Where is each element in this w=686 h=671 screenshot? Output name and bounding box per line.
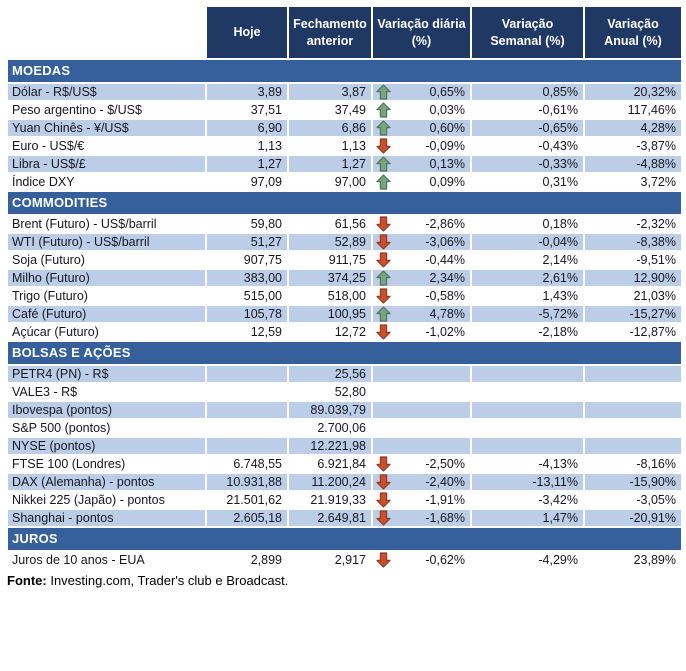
daily-change-value: 0,60% — [429, 121, 465, 135]
up-arrow-icon — [376, 306, 391, 322]
today-value: 515,00 — [206, 287, 288, 305]
table-row — [7, 437, 682, 455]
previous-close-value: 21.919,33 — [288, 491, 372, 509]
section-title: BOLSAS E AÇÕES — [7, 341, 682, 365]
weekly-change-value: -0,43% — [471, 137, 584, 155]
instrument-label: Açúcar (Futuro) — [7, 323, 206, 341]
weekly-change-value: -0,33% — [471, 155, 584, 173]
annual-change-value: -15,90% — [584, 473, 682, 491]
annual-change-value: -2,32% — [584, 215, 682, 233]
weekly-change-value: -0,61% — [471, 101, 584, 119]
source-line — [7, 573, 683, 588]
previous-close-value: 97,00 — [288, 173, 372, 191]
section-header-row — [7, 527, 682, 551]
instrument-label: FTSE 100 (Londres) — [7, 455, 206, 473]
previous-close-value: 52,80 — [288, 383, 372, 401]
table-row — [7, 269, 682, 287]
annual-change-value: -8,38% — [584, 233, 682, 251]
instrument-label: Brent (Futuro) - US$/barril — [7, 215, 206, 233]
table-row — [7, 383, 682, 401]
today-value: 21.501,62 — [206, 491, 288, 509]
today-value: 907,75 — [206, 251, 288, 269]
down-arrow-icon — [376, 252, 391, 268]
table-row — [7, 173, 682, 191]
previous-close-value: 1,13 — [288, 137, 372, 155]
down-arrow-icon — [376, 456, 391, 472]
instrument-label: VALE3 - R$ — [7, 383, 206, 401]
weekly-change-value: 1,43% — [471, 287, 584, 305]
today-value: 97,09 — [206, 173, 288, 191]
daily-change-cell — [372, 509, 471, 527]
daily-change-value: -1,91% — [425, 493, 465, 507]
previous-close-value: 12.221,98 — [288, 437, 372, 455]
previous-close-value: 3,87 — [288, 83, 372, 101]
table-row — [7, 323, 682, 341]
daily-change-cell — [372, 251, 471, 269]
annual-change-value: 4,28% — [584, 119, 682, 137]
weekly-change-value: 2,14% — [471, 251, 584, 269]
annual-change-value: 23,89% — [584, 551, 682, 569]
instrument-label: Índice DXY — [7, 173, 206, 191]
instrument-label: Yuan Chinês - ¥/US$ — [7, 119, 206, 137]
daily-change-value: 4,78% — [429, 307, 465, 321]
source-text: Investing.com, Trader's club e Broadcast. — [46, 573, 289, 588]
daily-change-value: -0,62% — [425, 553, 465, 567]
down-arrow-icon — [376, 234, 391, 250]
instrument-label: Libra - US$/£ — [7, 155, 206, 173]
daily-change-value: 0,65% — [429, 85, 465, 99]
daily-change-value: 0,03% — [429, 103, 465, 117]
down-arrow-icon — [376, 288, 391, 304]
section-title: COMMODITIES — [7, 191, 682, 215]
column-header-variacao-semanal: Variação Semanal (%) — [471, 6, 584, 59]
today-value: 12,59 — [206, 323, 288, 341]
today-value: 59,80 — [206, 215, 288, 233]
weekly-change-value: 0,85% — [471, 83, 584, 101]
table-row — [7, 101, 682, 119]
daily-change-value: -2,40% — [425, 475, 465, 489]
daily-change-cell — [372, 383, 471, 401]
previous-close-value: 2.700,06 — [288, 419, 372, 437]
daily-change-cell — [372, 287, 471, 305]
today-value: 383,00 — [206, 269, 288, 287]
column-header-hoje: Hoje — [206, 6, 288, 59]
annual-change-value — [584, 401, 682, 419]
column-header-variacao-anual: Variação Anual (%) — [584, 6, 682, 59]
previous-close-value: 100,95 — [288, 305, 372, 323]
daily-change-value: -2,50% — [425, 457, 465, 471]
daily-change-cell — [372, 155, 471, 173]
previous-close-value: 1,27 — [288, 155, 372, 173]
instrument-label: Café (Futuro) — [7, 305, 206, 323]
down-arrow-icon — [376, 216, 391, 232]
weekly-change-value: -3,42% — [471, 491, 584, 509]
instrument-label: S&P 500 (pontos) — [7, 419, 206, 437]
section-header-row — [7, 59, 682, 83]
today-value — [206, 365, 288, 383]
today-value — [206, 437, 288, 455]
up-arrow-icon — [376, 84, 391, 100]
table-row — [7, 305, 682, 323]
down-arrow-icon — [376, 138, 391, 154]
section-title: JUROS — [7, 527, 682, 551]
weekly-change-value: 1,47% — [471, 509, 584, 527]
daily-change-cell — [372, 551, 471, 569]
annual-change-value — [584, 437, 682, 455]
weekly-change-value: -2,18% — [471, 323, 584, 341]
instrument-label: Nikkei 225 (Japão) - pontos — [7, 491, 206, 509]
previous-close-value: 89.039,79 — [288, 401, 372, 419]
annual-change-value: -9,51% — [584, 251, 682, 269]
down-arrow-icon — [376, 474, 391, 490]
today-value: 1,13 — [206, 137, 288, 155]
daily-change-cell — [372, 83, 471, 101]
instrument-label: Dólar - R$/US$ — [7, 83, 206, 101]
daily-change-value: -1,02% — [425, 325, 465, 339]
daily-change-cell — [372, 101, 471, 119]
table-row — [7, 509, 682, 527]
table-row — [7, 455, 682, 473]
previous-close-value: 6.921,84 — [288, 455, 372, 473]
daily-change-cell — [372, 119, 471, 137]
table-row — [7, 137, 682, 155]
annual-change-value: 12,90% — [584, 269, 682, 287]
daily-change-cell — [372, 365, 471, 383]
annual-change-value: -12,87% — [584, 323, 682, 341]
daily-change-cell — [372, 173, 471, 191]
today-value: 105,78 — [206, 305, 288, 323]
table-row — [7, 365, 682, 383]
weekly-change-value — [471, 401, 584, 419]
today-value: 3,89 — [206, 83, 288, 101]
previous-close-value: 25,56 — [288, 365, 372, 383]
section-title: MOEDAS — [7, 59, 682, 83]
table-row — [7, 401, 682, 419]
instrument-label: Shanghai - pontos — [7, 509, 206, 527]
previous-close-value: 37,49 — [288, 101, 372, 119]
today-value — [206, 383, 288, 401]
down-arrow-icon — [376, 510, 391, 526]
weekly-change-value: -13,11% — [471, 473, 584, 491]
annual-change-value: -20,91% — [584, 509, 682, 527]
daily-change-cell — [372, 419, 471, 437]
weekly-change-value: -5,72% — [471, 305, 584, 323]
up-arrow-icon — [376, 156, 391, 172]
instrument-label: NYSE (pontos) — [7, 437, 206, 455]
table-row — [7, 155, 682, 173]
instrument-label: DAX (Alemanha) - pontos — [7, 473, 206, 491]
up-arrow-icon — [376, 270, 391, 286]
today-value: 51,27 — [206, 233, 288, 251]
daily-change-cell — [372, 233, 471, 251]
previous-close-value: 374,25 — [288, 269, 372, 287]
daily-change-value: 2,34% — [429, 271, 465, 285]
previous-close-value: 6,86 — [288, 119, 372, 137]
weekly-change-value: -0,65% — [471, 119, 584, 137]
annual-change-value — [584, 419, 682, 437]
annual-change-value: 117,46% — [584, 101, 682, 119]
daily-change-value: -2,86% — [425, 217, 465, 231]
table-row — [7, 473, 682, 491]
daily-change-cell — [372, 323, 471, 341]
previous-close-value: 911,75 — [288, 251, 372, 269]
section-header-row — [7, 341, 682, 365]
table-row — [7, 287, 682, 305]
instrument-label: Trigo (Futuro) — [7, 287, 206, 305]
annual-change-value: 20,32% — [584, 83, 682, 101]
weekly-change-value: 2,61% — [471, 269, 584, 287]
daily-change-value: -0,44% — [425, 253, 465, 267]
today-value: 37,51 — [206, 101, 288, 119]
previous-close-value: 11.200,24 — [288, 473, 372, 491]
daily-change-cell — [372, 437, 471, 455]
down-arrow-icon — [376, 492, 391, 508]
table-row — [7, 419, 682, 437]
daily-change-value: -1,68% — [425, 511, 465, 525]
table-row — [7, 233, 682, 251]
annual-change-value: 3,72% — [584, 173, 682, 191]
previous-close-value: 52,89 — [288, 233, 372, 251]
daily-change-cell — [372, 473, 471, 491]
daily-change-value: -0,58% — [425, 289, 465, 303]
daily-change-cell — [372, 137, 471, 155]
annual-change-value: -3,87% — [584, 137, 682, 155]
column-header-fechamento-anterior: Fechamento anterior — [288, 6, 372, 59]
instrument-label: Ibovespa (pontos) — [7, 401, 206, 419]
previous-close-value: 2,917 — [288, 551, 372, 569]
up-arrow-icon — [376, 120, 391, 136]
annual-change-value: -8,16% — [584, 455, 682, 473]
daily-change-value: 0,09% — [429, 175, 465, 189]
annual-change-value — [584, 383, 682, 401]
daily-change-cell — [372, 455, 471, 473]
section-header-row — [7, 191, 682, 215]
table-row — [7, 119, 682, 137]
source-label: Fonte: — [7, 573, 47, 588]
previous-close-value: 12,72 — [288, 323, 372, 341]
today-value: 2.605,18 — [206, 509, 288, 527]
weekly-change-value: 0,31% — [471, 173, 584, 191]
table-row — [7, 551, 682, 569]
table-row — [7, 83, 682, 101]
today-value: 10.931,88 — [206, 473, 288, 491]
up-arrow-icon — [376, 174, 391, 190]
weekly-change-value: -4,29% — [471, 551, 584, 569]
daily-change-cell — [372, 401, 471, 419]
previous-close-value: 61,56 — [288, 215, 372, 233]
instrument-label: Juros de 10 anos - EUA — [7, 551, 206, 569]
annual-change-value: 21,03% — [584, 287, 682, 305]
column-header-variacao-diaria: Variação diária (%) — [372, 6, 471, 59]
daily-change-cell — [372, 215, 471, 233]
daily-change-value: -0,09% — [425, 139, 465, 153]
instrument-label: Peso argentino - $/US$ — [7, 101, 206, 119]
annual-change-value — [584, 365, 682, 383]
daily-change-value: 0,13% — [429, 157, 465, 171]
annual-change-value: -3,05% — [584, 491, 682, 509]
daily-change-cell — [372, 305, 471, 323]
daily-change-cell — [372, 269, 471, 287]
weekly-change-value — [471, 383, 584, 401]
previous-close-value: 518,00 — [288, 287, 372, 305]
down-arrow-icon — [376, 552, 391, 568]
table-row — [7, 491, 682, 509]
instrument-label: PETR4 (PN) - R$ — [7, 365, 206, 383]
today-value — [206, 401, 288, 419]
annual-change-value: -15,27% — [584, 305, 682, 323]
daily-change-cell — [372, 491, 471, 509]
market-table — [6, 5, 683, 570]
today-value: 1,27 — [206, 155, 288, 173]
annual-change-value: -4,88% — [584, 155, 682, 173]
instrument-label: Soja (Futuro) — [7, 251, 206, 269]
weekly-change-value — [471, 419, 584, 437]
instrument-label: Milho (Futuro) — [7, 269, 206, 287]
instrument-label: WTI (Futuro) - US$/barril — [7, 233, 206, 251]
table-row — [7, 215, 682, 233]
weekly-change-value: -0,04% — [471, 233, 584, 251]
header-row — [7, 6, 682, 59]
today-value: 2,899 — [206, 551, 288, 569]
weekly-change-value — [471, 365, 584, 383]
down-arrow-icon — [376, 324, 391, 340]
previous-close-value: 2.649,81 — [288, 509, 372, 527]
corner-spacer — [7, 6, 206, 59]
today-value: 6.748,55 — [206, 455, 288, 473]
today-value: 6,90 — [206, 119, 288, 137]
instrument-label: Euro - US$/€ — [7, 137, 206, 155]
daily-change-value: -3,06% — [425, 235, 465, 249]
up-arrow-icon — [376, 102, 391, 118]
table-row — [7, 251, 682, 269]
weekly-change-value: 0,18% — [471, 215, 584, 233]
today-value — [206, 419, 288, 437]
weekly-change-value — [471, 437, 584, 455]
weekly-change-value: -4,13% — [471, 455, 584, 473]
